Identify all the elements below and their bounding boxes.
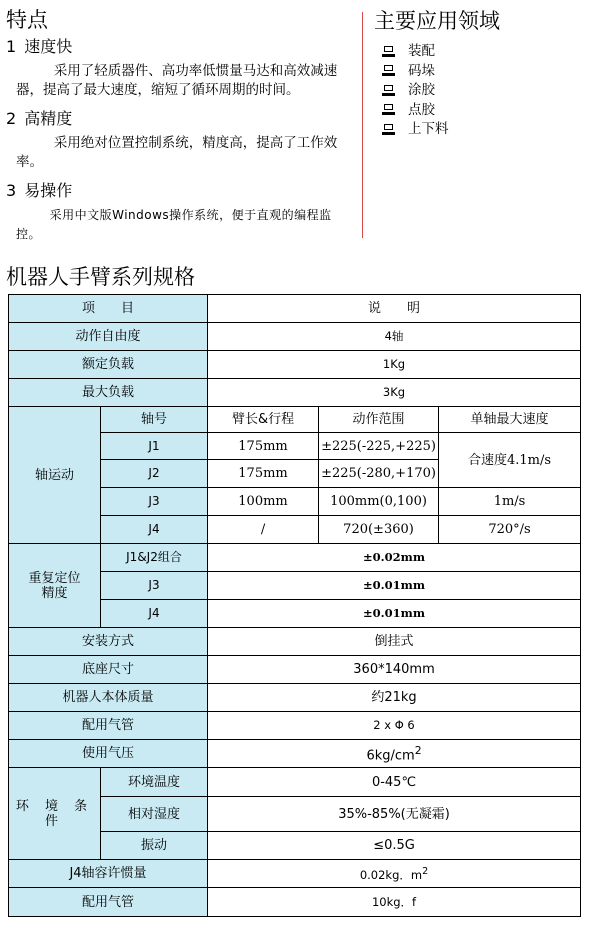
spec-title: 机器人手臂系列规格 [6, 265, 195, 289]
feature-number: 2 [6, 109, 17, 128]
feature-title: 速度快 [24, 37, 73, 56]
base-size-label: 底座尺寸 [9, 656, 208, 684]
axis-name: J1 [101, 433, 208, 460]
env-condition-value: ≤0.5G [208, 832, 581, 860]
header-desc: 说 明 [208, 295, 581, 323]
application-item [374, 81, 584, 101]
axis-number-header: 轴号 [101, 407, 208, 433]
table-row [9, 295, 581, 323]
axis-name: J4 [101, 600, 208, 628]
table-row [9, 323, 581, 351]
repeat-accuracy-value: ±0.02mm [208, 544, 581, 572]
feature-number: 1 [6, 37, 17, 56]
inertia-number: 0.02kg．m [359, 867, 423, 882]
section-divider [362, 12, 363, 238]
computer-icon [382, 104, 398, 116]
application-item [374, 62, 584, 82]
axis-name: J1&J2组合 [101, 544, 208, 572]
application-label: 点胶 [408, 101, 435, 118]
repeat-accuracy-value: ±0.01mm [208, 600, 581, 628]
axis-name: J2 [101, 460, 208, 488]
air-pipe-value: 2 x Φ 6 [208, 712, 581, 740]
arm-length-value: 175mm [208, 460, 319, 488]
dof-value: 4轴 [208, 323, 581, 351]
application-item [374, 101, 584, 121]
arm-length-value: 175mm [208, 433, 319, 460]
env-condition-label: 环境温度 [101, 768, 208, 797]
inertia-label: J4轴容许惯量 [9, 860, 208, 888]
table-row [9, 712, 581, 740]
axis-name: J4 [101, 516, 208, 544]
composite-speed-value: 合速度4.1m/s [439, 433, 581, 488]
arm-length-header: 臂长&行程 [208, 407, 319, 433]
table-row [9, 379, 581, 407]
axis-name: J3 [101, 572, 208, 600]
computer-icon [382, 85, 398, 97]
max-speed-header: 单轴最大速度 [439, 407, 581, 433]
install-label: 安装方式 [9, 628, 208, 656]
air-pressure-label: 使用气压 [9, 740, 208, 768]
axis-name: J3 [101, 488, 208, 516]
arm-length-value: / [208, 516, 319, 544]
feature-heading [6, 108, 351, 130]
env-condition-value: 0-45℃ [208, 768, 581, 797]
base-size-value: 360*140mm [208, 656, 581, 684]
application-item [374, 120, 584, 140]
application-label: 装配 [408, 43, 435, 59]
air-pipe-label: 配用气管 [9, 888, 208, 917]
table-row [9, 544, 581, 572]
spec-table [8, 294, 581, 917]
air-pipe-value: 10kg．f [208, 888, 581, 917]
motion-range-value: ±225(-280,+170) [319, 460, 439, 488]
computer-icon [382, 124, 398, 136]
table-row [9, 407, 581, 433]
inertia-value [208, 860, 581, 888]
env-condition-label: 相对湿度 [101, 797, 208, 832]
axis-motion-label: 轴运动 [9, 407, 101, 544]
computer-icon [382, 65, 398, 77]
repeat-accuracy-value: ±0.01mm [208, 572, 581, 600]
feature-heading [6, 36, 351, 58]
application-label: 上下料 [408, 121, 449, 137]
feature-description: 采用绝对位置控制系统，精度高，提高了工作效率。 [16, 135, 338, 170]
environment-label: 环 境 条 件 [9, 768, 101, 860]
applications-title: 主要应用领域 [374, 9, 500, 33]
air-pressure-number: 6kg/cm [366, 748, 415, 764]
applications-section [374, 6, 584, 140]
table-row [9, 740, 581, 768]
motion-range-value: 100mm(0,100) [319, 488, 439, 516]
table-row [9, 684, 581, 712]
header-item: 项 目 [9, 295, 208, 323]
motion-range-value: 720(±360) [319, 516, 439, 544]
feature-description: 采用中文版Windows操作系统，便于直观的编程监控。 [16, 208, 332, 241]
table-row [9, 351, 581, 379]
computer-icon [382, 46, 398, 58]
table-row [9, 888, 581, 917]
application-item [374, 42, 584, 62]
features-title: 特点 [6, 8, 48, 32]
max-speed-value: 720°/s [439, 516, 581, 544]
feature-title: 易操作 [24, 181, 73, 200]
feature-number: 3 [6, 181, 17, 200]
install-value: 倒挂式 [208, 628, 581, 656]
inertia-exponent: 2 [422, 866, 429, 878]
max-load-label: 最大负载 [9, 379, 208, 407]
features-section [6, 6, 351, 244]
motion-range-value: ±225(-225,+225) [319, 433, 439, 460]
dof-label: 动作自由度 [9, 323, 208, 351]
table-row [9, 860, 581, 888]
application-label: 涂胶 [408, 82, 435, 98]
env-condition-value: 35%-85%(无凝霜) [208, 797, 581, 832]
table-row [9, 656, 581, 684]
feature-heading [6, 180, 351, 202]
arm-length-value: 100mm [208, 488, 319, 516]
feature-description: 采用了轻质器件、高功率低惯量马达和高效减速器，提高了最大速度，缩短了循环周期的时间。 [16, 63, 338, 98]
max-speed-value: 1m/s [439, 488, 581, 516]
table-row [9, 628, 581, 656]
air-pressure-exponent: 2 [414, 744, 422, 758]
repeat-accuracy-label: 重复定位精度 [9, 544, 101, 628]
air-pressure-value [208, 740, 581, 768]
max-load-value: 3Kg [208, 379, 581, 407]
rated-load-value: 1Kg [208, 351, 581, 379]
application-label: 码垛 [408, 62, 435, 79]
mass-value: 约21kg [208, 684, 581, 712]
env-condition-label: 振动 [101, 832, 208, 860]
table-row [9, 768, 581, 797]
feature-title: 高精度 [24, 109, 73, 128]
rated-load-label: 额定负载 [9, 351, 208, 379]
mass-label: 机器人本体质量 [9, 684, 208, 712]
air-pipe-label: 配用气管 [9, 712, 208, 740]
motion-range-header: 动作范围 [319, 407, 439, 433]
